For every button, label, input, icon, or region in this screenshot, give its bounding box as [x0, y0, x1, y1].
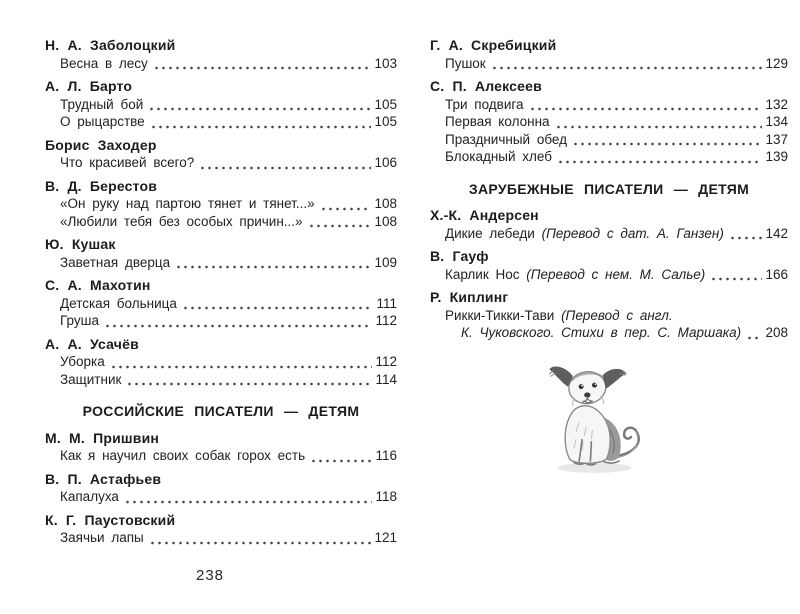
- author-name: Х.-К. Андерсен: [430, 207, 539, 223]
- toc-entry-line: [60, 96, 397, 114]
- author-name: С. А. Махотин: [45, 277, 151, 293]
- author-block: [45, 78, 397, 131]
- entry-title: Заветная дверца: [60, 254, 171, 270]
- entry-page-number: 112: [375, 313, 397, 328]
- entry-title: Весна в лесу: [60, 55, 148, 71]
- toc-entry-line: [60, 295, 397, 313]
- toc-entry-line: [60, 113, 397, 131]
- entry-title: Первая колонна: [445, 114, 550, 129]
- author-name: А. Л. Барто: [45, 78, 133, 94]
- author-block: [430, 289, 788, 342]
- toc-entry-line: [60, 55, 397, 73]
- dot-leader: [124, 500, 373, 504]
- author-name: Ю. Кушак: [45, 236, 116, 252]
- author-block: [430, 248, 788, 283]
- toc-columns: [45, 37, 788, 547]
- dot-leader: [199, 166, 371, 170]
- entry-title: Заячьи лапы: [60, 530, 144, 545]
- author-name: В. П. Астафьев: [45, 470, 162, 487]
- dot-leader: [572, 142, 762, 146]
- author-name: А. А. Усачёв: [45, 335, 139, 352]
- dot-leader: [555, 125, 763, 129]
- dot-leader: [149, 541, 372, 545]
- author-block: [45, 277, 397, 330]
- author-name: В. Д. Берестов: [45, 177, 158, 194]
- dot-leader: [153, 66, 372, 70]
- entry-title: О рыцарстве: [60, 114, 145, 129]
- entry-title: «Любили тебя без особых причин...»: [60, 213, 303, 229]
- entry-page-number: 106: [374, 155, 397, 170]
- entry-title: Груша: [60, 313, 99, 328]
- toc-entry-line: [445, 131, 788, 149]
- entry-page-number: 114: [375, 371, 397, 387]
- page-number: 238: [195, 567, 225, 584]
- entry-title: Капалуха: [60, 489, 119, 504]
- dot-leader: [182, 306, 374, 310]
- entry-page-number: 111: [376, 295, 397, 311]
- author-name: Н. А. Заболоцкий: [45, 37, 176, 53]
- author-name: К. Г. Паустовский: [45, 511, 176, 528]
- entry-page-number: 109: [374, 254, 397, 270]
- toc-entry-line: [445, 225, 788, 243]
- author-block: [430, 37, 788, 72]
- dot-leader: [710, 277, 762, 281]
- author-name: Р. Киплинг: [430, 289, 509, 305]
- dot-leader: [557, 160, 762, 164]
- author-name: Г. А. Скребицкий: [430, 37, 557, 53]
- author-block: [45, 512, 397, 547]
- entry-title: К. Чуковского. Стихи в пер. С. Маршака): [461, 325, 742, 340]
- entry-page-number: 108: [374, 196, 397, 211]
- toc-entry-line: [60, 371, 397, 389]
- entry-title: Дикие лебеди (Перевод с дат. А. Ганзен): [445, 225, 724, 241]
- author-block: [45, 37, 397, 72]
- dot-leader: [320, 207, 372, 211]
- toc-entry-line: [60, 353, 397, 371]
- entry-page-number: 116: [375, 448, 397, 463]
- section-heading: РОССИЙСКИЕ ПИСАТЕЛИ — ДЕТЯМ: [82, 403, 360, 419]
- dot-leader: [175, 265, 371, 269]
- entry-title: Рикки-Тикки-Тави (Перевод с англ.: [445, 307, 673, 323]
- entry-page-number: 112: [375, 354, 397, 369]
- author-name: М. М. Пришвин: [45, 429, 160, 446]
- dot-leader: [529, 107, 763, 111]
- author-block: [430, 207, 788, 242]
- author-block: [45, 336, 397, 389]
- dot-leader: [148, 107, 371, 111]
- entry-title: Блокадный хлеб: [445, 149, 552, 164]
- author-block: [45, 471, 397, 506]
- toc-entry-line: [60, 447, 397, 465]
- dot-leader: [729, 236, 763, 240]
- toc-entry-line: [60, 154, 397, 172]
- toc-entry-line: [461, 324, 788, 342]
- toc-entry-line: [60, 488, 397, 506]
- toc-entry-line: [445, 266, 788, 284]
- toc-entry-line: [60, 312, 397, 330]
- entry-title: Детская больница: [60, 295, 177, 311]
- dot-leader: [491, 66, 763, 70]
- author-block: [45, 430, 397, 465]
- toc-column-left: [45, 37, 397, 547]
- entry-page-number: 105: [374, 114, 397, 129]
- entry-title: Карлик Нос (Перевод с нем. М. Салье): [445, 266, 706, 282]
- entry-page-number: 166: [765, 266, 788, 282]
- toc-entry-line: [60, 213, 397, 231]
- entry-title: Праздничный обед: [445, 131, 567, 147]
- entry-title: Защитник: [60, 371, 122, 387]
- dot-leader: [308, 224, 372, 228]
- entry-page-number: 142: [765, 225, 788, 241]
- author-block: [45, 178, 397, 231]
- entry-page-number: 105: [374, 96, 397, 112]
- toc-entry-line: [445, 96, 788, 114]
- entry-page-number: 118: [375, 489, 397, 504]
- entry-page-number: 137: [765, 131, 788, 147]
- toc-entry-line: [445, 148, 788, 166]
- dot-leader: [110, 365, 373, 369]
- author-name: С. П. Алексеев: [430, 78, 542, 94]
- entry-page-number: 134: [765, 114, 788, 129]
- section-heading: ЗАРУБЕЖНЫЕ ПИСАТЕЛИ — ДЕТЯМ: [468, 180, 750, 197]
- entry-page-number: 129: [765, 55, 788, 71]
- entry-page-number: 121: [374, 530, 397, 545]
- author-block: [45, 236, 397, 271]
- toc-entry-line: [445, 307, 788, 325]
- toc-entry-line: [445, 55, 788, 73]
- dog-illustration: [541, 361, 649, 476]
- entry-page-number: 108: [374, 213, 397, 229]
- entry-title: Уборка: [60, 354, 105, 369]
- dot-leader: [310, 459, 372, 463]
- entry-title: Как я научил своих собак горох есть: [60, 448, 306, 463]
- toc-entry-line: [445, 113, 788, 131]
- toc-entry-line: [60, 195, 397, 213]
- dot-leader: [746, 336, 762, 340]
- entry-title: Что красивей всего?: [60, 155, 195, 170]
- author-block: [430, 78, 788, 166]
- toc-entry-line: [60, 254, 397, 272]
- entry-page-number: 132: [765, 96, 788, 112]
- dot-leader: [126, 382, 372, 386]
- author-block: [45, 137, 397, 172]
- entry-title: Пушок: [445, 55, 486, 71]
- entry-title: «Он руку над партою тянет и тянет...»: [60, 196, 315, 211]
- entry-title: Три подвига: [445, 96, 524, 112]
- entry-page-number: 103: [374, 55, 397, 71]
- entry-page-number: 208: [765, 325, 788, 340]
- dot-leader: [150, 125, 372, 129]
- entry-page-number: 139: [765, 149, 788, 164]
- author-name: В. Гауф: [430, 248, 489, 264]
- dot-leader: [104, 324, 372, 328]
- entry-title: Трудный бой: [60, 96, 144, 112]
- toc-entry-line: [60, 529, 397, 547]
- author-name: Борис Заходер: [45, 136, 157, 153]
